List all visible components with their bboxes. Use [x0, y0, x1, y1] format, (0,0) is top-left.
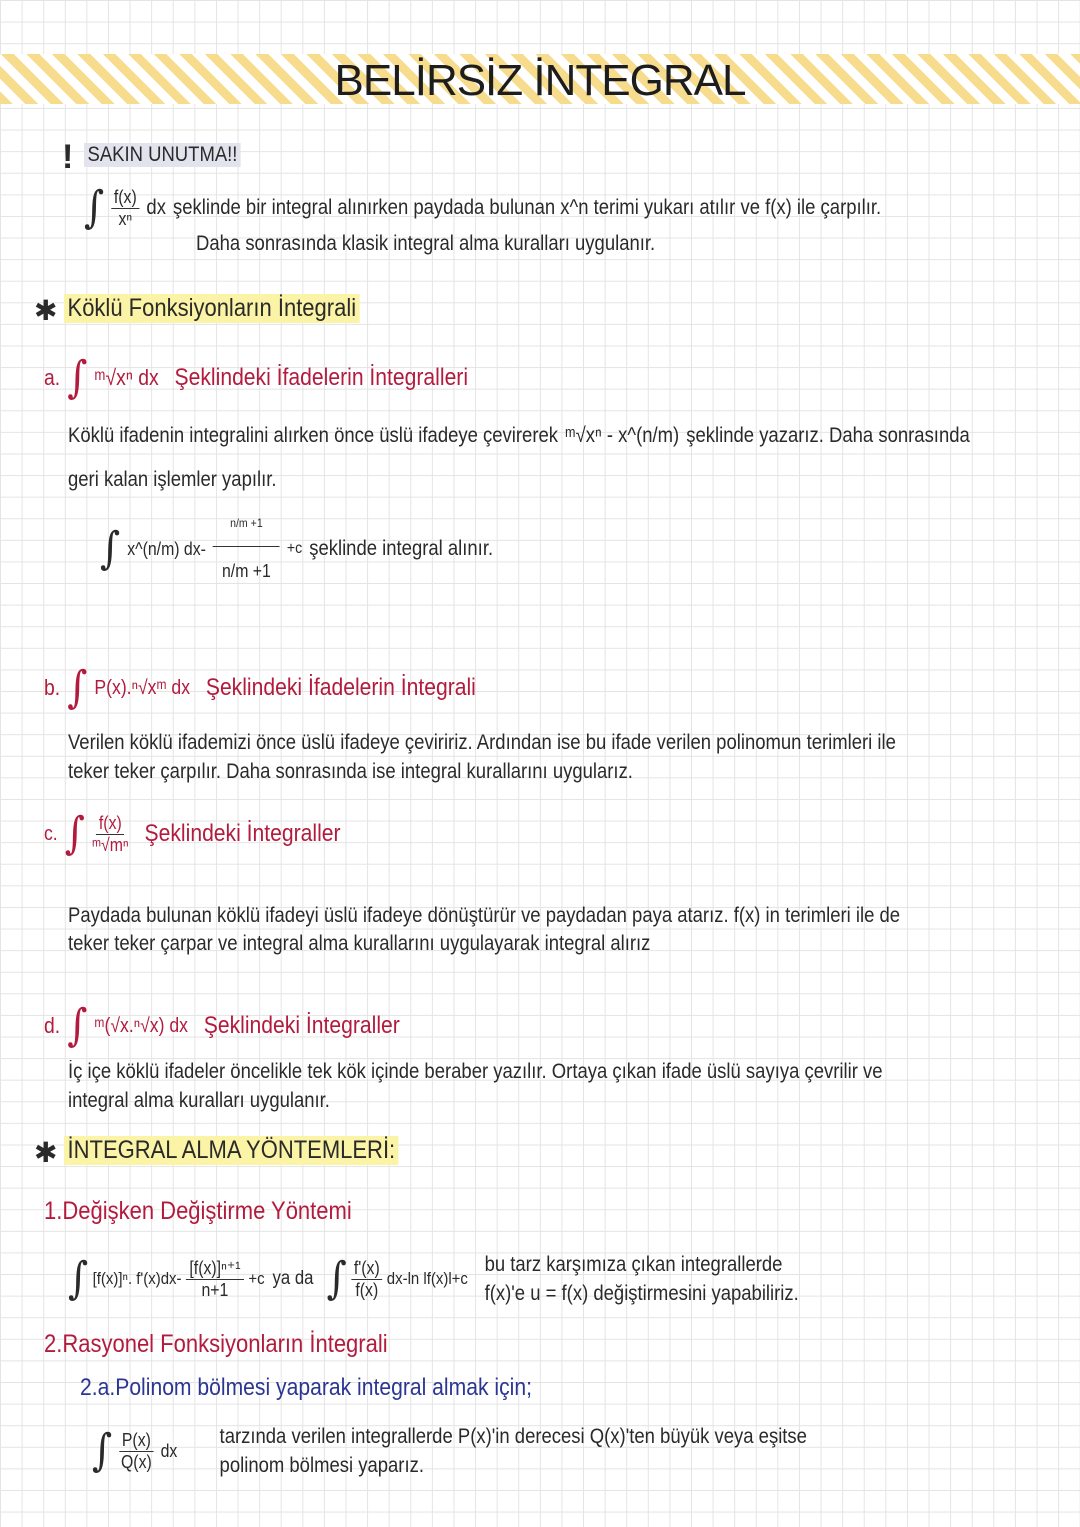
method-1-text — [485, 1250, 799, 1308]
denominator: f(x) — [355, 1279, 379, 1300]
formula-b: P(x).ⁿ√xᵐ dx — [94, 676, 191, 699]
paragraph-row — [68, 424, 970, 448]
reminder-text-2: Daha sonrasında klasik integral alma kuralları uygulanır. — [196, 232, 656, 255]
method-heading: 1.Değişken Değiştirme Yöntemi — [44, 1197, 352, 1225]
paragraph: teker teker çarpılır. Daha sonrasında ise integral kurallarını uygularız. — [68, 760, 633, 783]
reminder-label: SAKIN UNUTMA!! — [84, 143, 241, 167]
fraction — [111, 187, 139, 230]
section-heading: Köklü Fonksiyonların İntegrali — [64, 294, 360, 323]
method-2-text — [220, 1422, 807, 1480]
paragraph: f(x)'e u = f(x) değiştirmesini yapabiliriz. — [484, 1282, 799, 1305]
paragraph: tarzında verilen integrallerde P(x)'in derecesi Q(x)'ten büyük veya eşitse — [219, 1425, 807, 1448]
item-d-heading-row — [44, 1000, 400, 1051]
exclamation-icon: ! — [62, 138, 74, 176]
rule-left: x^(n/m) dx- — [127, 538, 206, 559]
paragraph: Köklü ifadenin integralini alırken önce üslü ifadeye çevirerek — [68, 424, 559, 447]
item-heading: Şeklindeki İfadelerin İntegrali — [205, 674, 476, 701]
asterisk-icon: ✱ — [34, 1137, 58, 1168]
dx: dx — [160, 1440, 178, 1461]
substitution-formula-row — [68, 1250, 799, 1308]
paragraph: polinom bölmesi yaparız. — [219, 1454, 424, 1477]
paragraph: şeklinde yazarız. Daha sonrasında — [686, 424, 970, 447]
numerator: f(x) — [96, 813, 124, 835]
integral-sign: ∫ — [67, 352, 88, 403]
page-title: BELİRSİZ İNTEGRAL — [334, 56, 746, 105]
integral-sign: ∫ — [100, 523, 121, 574]
inline-formula: ᵐ√xⁿ - x^(n/m) — [565, 424, 680, 447]
denominator: xⁿ — [118, 208, 133, 229]
formula-left: [f(x)]ⁿ. f'(x)dx- — [92, 1269, 182, 1288]
integral-sign: ∫ — [67, 662, 88, 713]
fraction — [186, 1258, 244, 1301]
reminder-text-1: şeklinde bir integral alınırken paydada bulunan x^n terimi yukarı atılır ve f(x) ile çarpılır. — [172, 196, 882, 219]
paragraph: bu tarz karşımıza çıkan integrallerde — [484, 1253, 783, 1276]
or-text: ya da — [272, 1268, 314, 1289]
paragraph: integral alma kuralları uygulanır. — [68, 1089, 330, 1112]
paragraph: Paydada bulunan köklü ifadeyi üslü ifadeye dönüştürür ve paydadan paya atarız. f(x) in terimleri ile de — [68, 904, 901, 927]
numerator: n/m +1 — [213, 516, 280, 547]
formula-tail: dx-ln lf(x)l+c — [386, 1269, 468, 1288]
integral-sign: ∫ — [326, 1253, 347, 1304]
item-heading: Şeklindeki İntegraller — [144, 820, 341, 847]
paragraph: İç içe köklü ifadeler öncelikle tek kök içinde beraber yazılır. Ortaya çıkan ifade üslü sayıya çevrilir ve — [68, 1060, 883, 1083]
item-a-heading-row — [44, 352, 469, 403]
item-c-heading-row — [44, 808, 341, 859]
integral-sign: ∫ — [67, 1000, 88, 1051]
rule-tail: +c — [286, 540, 303, 557]
numerator: [f(x)]ⁿ⁺¹ — [186, 1258, 244, 1280]
item-heading: Şeklindeki İntegraller — [203, 1012, 400, 1039]
fraction — [119, 1430, 153, 1473]
denominator: Q(x) — [120, 1451, 152, 1472]
rule-formula-row — [100, 516, 493, 582]
paragraph: teker teker çarpar ve integral alma kurallarını uygulayarak integral alırız — [68, 932, 651, 955]
sub-heading: 2.a.Polinom bölmesi yaparak integral almak için; — [80, 1374, 532, 1401]
dx: dx — [146, 196, 166, 219]
denominator: n/m +1 — [221, 561, 271, 581]
fraction — [351, 1258, 382, 1301]
item-letter: b. — [44, 675, 61, 700]
formula-a: ᵐ√xⁿ dx — [94, 365, 159, 390]
rational-formula-row — [92, 1422, 807, 1480]
item-letter: d. — [44, 1013, 61, 1038]
section-heading: İNTEGRAL ALMA YÖNTEMLERİ: — [64, 1136, 399, 1165]
denominator: ᵐ√mⁿ — [91, 834, 129, 855]
asterisk-icon: ✱ — [34, 295, 58, 326]
formula-tail: +c — [248, 1269, 265, 1288]
formula-d: ᵐ(√x.ⁿ√x) dx — [94, 1014, 188, 1037]
denominator: n+1 — [201, 1279, 229, 1300]
item-b-heading-row — [44, 662, 476, 713]
integral-sign: ∫ — [92, 1425, 113, 1476]
method-heading: 2.Rasyonel Fonksiyonların İntegrali — [44, 1330, 388, 1358]
integral-sign: ∫ — [64, 808, 85, 859]
item-letter: a. — [44, 365, 61, 390]
paragraph: geri kalan işlemler yapılır. — [68, 468, 277, 491]
item-heading: Şeklindeki İfadelerin İntegralleri — [174, 364, 469, 391]
fraction — [213, 516, 280, 582]
numerator: f'(x) — [351, 1258, 382, 1280]
fraction — [92, 813, 129, 856]
item-letter: c. — [44, 822, 58, 845]
reminder-formula-row — [84, 182, 882, 233]
paragraph: Verilen köklü ifademizi önce üslü ifadeye çeviririz. Ardından ise bu ifade verilen polinomun terimleri ile — [68, 731, 896, 754]
paragraph: şeklinde integral alınır. — [309, 537, 494, 560]
numerator: f(x) — [111, 187, 139, 209]
integral-sign: ∫ — [68, 1253, 89, 1304]
integral-sign: ∫ — [84, 182, 105, 233]
numerator: P(x) — [119, 1430, 153, 1452]
